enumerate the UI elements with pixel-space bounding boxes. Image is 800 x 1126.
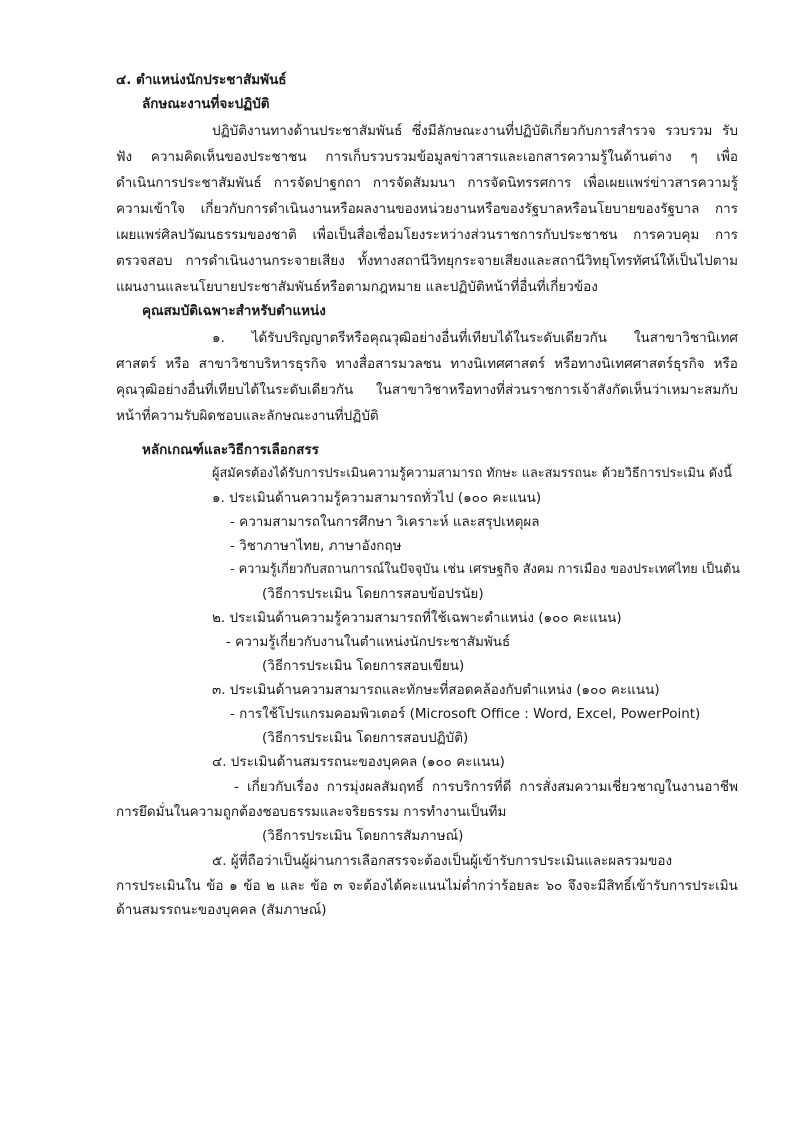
selection-heading: หลักเกณฑ์และวิธีการเลือกสรร (142, 442, 319, 458)
duties-heading: ลักษณะงานที่จะปฏิบัติ (142, 96, 270, 112)
section-heading: ๔. ตำแหน่งนักประชาสัมพันธ์ (116, 72, 287, 88)
duties-line-6: ตรวจสอบ การดำเนินงานกระจายเสียง ทั้งทางสถานีวิทยุกระจายเสียงและสถานีวิทยุโทรทัศน์ให้เป็นไปตาม (116, 253, 738, 269)
duties-line-4: ความเข้าใจ เกี่ยวกับการดำเนินงานหรือผลงานของหน่วยงานหรือของรัฐบาลหรือนโยบายของรัฐบาล การ (116, 201, 738, 217)
duties-line-3: ดำเนินการประชาสัมพันธ์ การจัดปาฐกถา การจัดสัมมนา การจัดนิทรรศการ เพื่อเผยแพร่ข่าวสารความรู้ (116, 175, 738, 191)
item4-line-2: การยึดมั่นในความถูกต้องชอบธรรมและจริยธรรม การทำงานเป็นทีม (116, 804, 507, 820)
item1-bullet-3: - ความรู้เกี่ยวกับสถานการณ์ในปัจจุบัน เช่น เศรษฐกิจ สังคม การเมือง ของประเทศไทย เป็นต้น (230, 562, 740, 577)
item4-title: ๔. ประเมินด้านสมรรถนะของบุคคล (๑๐๐ คะแนน) (212, 754, 505, 770)
item3-method: (วิธีการประเมิน โดยการสอบปฏิบัติ) (262, 730, 469, 746)
item2-title: ๒. ประเมินด้านความรู้ความสามารถที่ใช้เฉพาะตำแหน่ง (๑๐๐ คะแนน) (212, 610, 622, 626)
item1-bullet-1: - ความสามารถในการศึกษา วิเคราะห์ และสรุปเหตุผล (230, 514, 540, 530)
qualifications-line-3: คุณวุฒิอย่างอื่นที่เทียบได้ในระดับเดียวกัน ในสาขาวิชาหรือทางที่ส่วนราชการเจ้าสังกัดเห็นว่าเหมาะสมกับ (116, 382, 738, 398)
duties-line-1: ปฏิบัติงานทางด้านประชาสัมพันธ์ ซึ่งมีลักษณะงานที่ปฏิบัติเกี่ยวกับการสำรวจ รวบรวม รับ (212, 123, 738, 139)
qualifications-line-1: ๑. ได้รับปริญญาตรีหรือคุณวุฒิอย่างอื่นที่เทียบได้ในระดับเดียวกัน ในสาขาวิชานิเทศ (212, 330, 738, 346)
selection-intro: ผู้สมัครต้องได้รับการประเมินความรู้ความสามารถ ทักษะ และสมรรถนะ ด้วยวิธีการประเมิน ดังนี้ (212, 466, 732, 481)
qualifications-heading: คุณสมบัติเฉพาะสำหรับตำแหน่ง (142, 303, 326, 319)
item1-title: ๑. ประเมินด้านความรู้ความสามารถทั่วไป (๑๐๐ คะแนน) (212, 490, 542, 506)
item1-method: (วิธีการประเมิน โดยการสอบข้อปรนัย) (262, 586, 484, 602)
item4-line-1: - เกี่ยวกับเรื่อง การมุ่งผลสัมฤทธิ์ การบริการที่ดี การสั่งสมความเชี่ยวชาญในงานอาชีพ (234, 779, 738, 795)
duties-line-2: ฟัง ความคิดเห็นของประชาชน การเก็บรวบรวมข้อมูลข่าวสารและเอกสารความรู้ในด้านต่าง ๆ เพื่อ (116, 149, 738, 165)
duties-line-7: แผนงานและนโยบายประชาสัมพันธ์หรือตามกฎหมาย และปฏิบัติหน้าที่อื่นที่เกี่ยวข้อง (116, 279, 598, 295)
item3-title: ๓. ประเมินด้านความสามารถและทักษะที่สอดคล้องกับตำแหน่ง (๑๐๐ คะแนน) (212, 682, 660, 698)
duties-line-5: เผยแพร่ศิลปวัฒนธรรมของชาติ เพื่อเป็นสื่อเชื่อมโยงระหว่างส่วนราชการกับประชาชน การควบคุม การ (116, 227, 738, 243)
item3-bullet: - การใช้โปรแกรมคอมพิวเตอร์ (Microsoft Office : Word, Excel, PowerPoint) (230, 706, 701, 722)
item4-method: (วิธีการประเมิน โดยการสัมภาษณ์) (262, 828, 464, 844)
item1-bullet-2: - วิชาภาษาไทย, ภาษาอังกฤษ (230, 538, 402, 554)
item5-line-2: การประเมินใน ข้อ ๑ ข้อ ๒ และ ข้อ ๓ จะต้องได้คะแนนไม่ต่ำกว่าร้อยละ ๖๐ จึงจะมีสิทธิ์เข้ารับการประเมิน (116, 878, 738, 894)
item5-line-1: ๕. ผู้ที่ถือว่าเป็นผู้ผ่านการเลือกสรรจะต้องเป็นผู้เข้ารับการประเมินและผลรวมของ (212, 853, 673, 869)
item2-method: (วิธีการประเมิน โดยการสอบเขียน) (262, 658, 465, 674)
item2-bullet: - ความรู้เกี่ยวกับงานในตำแหน่งนักประชาสัมพันธ์ (226, 634, 511, 650)
qualifications-line-2: ศาสตร์ หรือ สาขาวิชาบริหารธุรกิจ ทางสื่อสารมวลชน ทางนิเทศศาสตร์ หรือทางนิเทศศาสตร์ธุรกิจ หรือ (116, 356, 738, 372)
qualifications-line-4: หน้าที่ความรับผิดชอบและลักษณะงานที่ปฏิบัติ (116, 408, 379, 424)
item5-line-3: ด้านสมรรถนะของบุคคล (สัมภาษณ์) (116, 902, 327, 918)
